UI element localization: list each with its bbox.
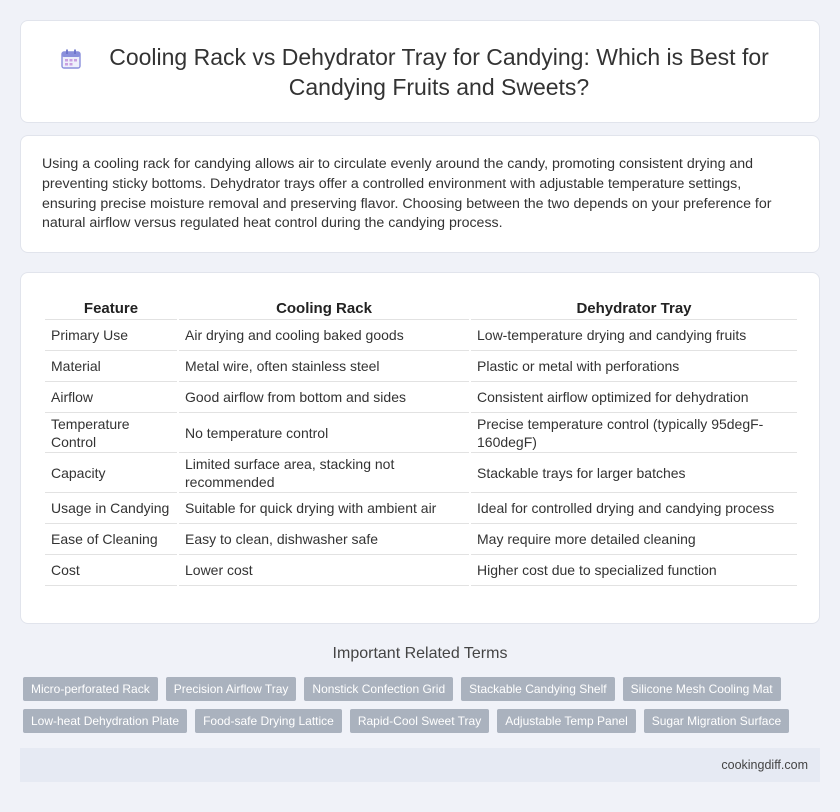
comparison-table xyxy=(43,293,799,586)
tag[interactable]: Sugar Migration Surface xyxy=(644,709,789,733)
dehydrator-tray-cell: Consistent airflow optimized for dehydration xyxy=(471,382,797,413)
feature-cell: Primary Use xyxy=(45,320,177,351)
dehydrator-tray-cell: Low-temperature drying and candying fruits xyxy=(471,320,797,351)
cooling-rack-cell: Lower cost xyxy=(179,555,469,586)
tag[interactable]: Nonstick Confection Grid xyxy=(304,677,453,701)
dehydrator-tray-cell: Higher cost due to specialized function xyxy=(471,555,797,586)
footer-site-link[interactable]: cookingdiff.com xyxy=(721,758,808,772)
cooling-rack-cell: Metal wire, often stainless steel xyxy=(179,351,469,382)
tag[interactable]: Adjustable Temp Panel xyxy=(497,709,636,733)
dehydrator-tray-cell: Precise temperature control (typically 95degF-160degF) xyxy=(471,413,797,453)
cooling-rack-cell: Easy to clean, dishwasher safe xyxy=(179,524,469,555)
tag[interactable]: Silicone Mesh Cooling Mat xyxy=(623,677,781,701)
feature-cell: Temperature Control xyxy=(45,413,177,453)
feature-cell: Airflow xyxy=(45,382,177,413)
calendar-icon xyxy=(60,48,82,75)
related-terms-title: Important Related Terms xyxy=(332,645,508,662)
header-card xyxy=(20,20,820,123)
related-terms xyxy=(23,677,823,741)
feature-cell: Material xyxy=(45,351,177,382)
tag[interactable]: Precision Airflow Tray xyxy=(166,677,297,701)
tag[interactable]: Micro-perforated Rack xyxy=(23,677,158,701)
header-dehydrator-tray: Dehydrator Tray xyxy=(471,293,797,320)
cooling-rack-cell: Suitable for quick drying with ambient air xyxy=(179,493,469,524)
feature-cell: Ease of Cleaning xyxy=(45,524,177,555)
tag[interactable]: Stackable Candying Shelf xyxy=(461,677,614,701)
footer xyxy=(20,748,820,782)
table-row xyxy=(45,493,797,524)
table-row xyxy=(45,351,797,382)
table-row xyxy=(45,413,797,453)
cooling-rack-cell: Good airflow from bottom and sides xyxy=(179,382,469,413)
tag[interactable]: Rapid-Cool Sweet Tray xyxy=(350,709,489,733)
cooling-rack-cell: Air drying and cooling baked goods xyxy=(179,320,469,351)
header xyxy=(60,42,780,102)
cooling-rack-cell: Limited surface area, stacking not recommended xyxy=(179,453,469,493)
intro-paragraph: Using a cooling rack for candying allows air to circulate evenly around the candy, promoting consistent drying and preventing sticky bottoms. Dehydrator trays offer a controlled environment with adjustable temperature settings, ensuring precise moisture removal and preserving flavor. Choosing between the two depends on your preference for natural airflow versus regulated heat control during the candying process. xyxy=(42,156,772,232)
cooling-rack-cell: No temperature control xyxy=(179,413,469,453)
page-title: Cooling Rack vs Dehydrator Tray for Candying: Which is Best for Candying Fruits and Sweets? xyxy=(109,43,769,100)
tag-row xyxy=(23,677,823,701)
dehydrator-tray-cell: Plastic or metal with perforations xyxy=(471,351,797,382)
table-row xyxy=(45,524,797,555)
intro-card xyxy=(20,135,820,253)
table-row xyxy=(45,555,797,586)
header-cooling-rack: Cooling Rack xyxy=(179,293,469,320)
table-row xyxy=(45,453,797,493)
table-header-row xyxy=(45,293,797,320)
dehydrator-tray-cell: Stackable trays for larger batches xyxy=(471,453,797,493)
feature-cell: Usage in Candying xyxy=(45,493,177,524)
tag[interactable]: Food-safe Drying Lattice xyxy=(195,709,342,733)
feature-cell: Capacity xyxy=(45,453,177,493)
table-row xyxy=(45,382,797,413)
tag-row xyxy=(23,709,823,733)
comparison-card xyxy=(20,272,820,624)
header-feature: Feature xyxy=(45,293,177,320)
dehydrator-tray-cell: May require more detailed cleaning xyxy=(471,524,797,555)
feature-cell: Cost xyxy=(45,555,177,586)
table-row xyxy=(45,320,797,351)
tag[interactable]: Low-heat Dehydration Plate xyxy=(23,709,187,733)
dehydrator-tray-cell: Ideal for controlled drying and candying process xyxy=(471,493,797,524)
